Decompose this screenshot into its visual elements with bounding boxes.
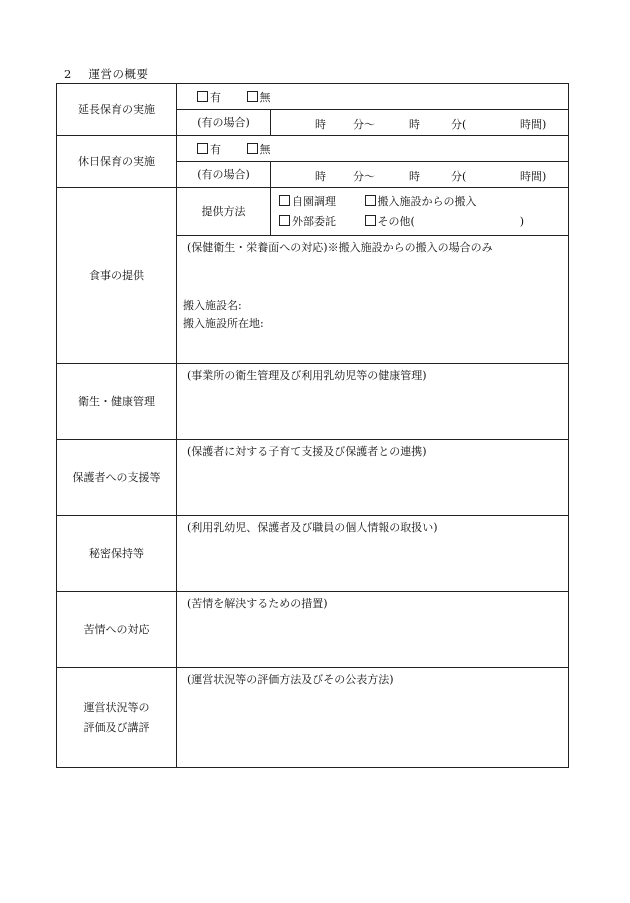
checkbox-icon[interactable]: [365, 195, 376, 206]
complaints-label: 苦情への対応: [57, 592, 177, 668]
complaints-note: (苦情を解決するための措置): [187, 597, 328, 610]
checkbox-icon[interactable]: [279, 215, 290, 226]
extended-care-label: 延長保育の実施: [57, 84, 177, 136]
meals-method-label: 提供方法: [177, 188, 271, 236]
extended-care-time-field[interactable]: 時 分〜 時 分( 時間): [271, 110, 569, 136]
guardian-support-note: (保護者に対する子育て支援及び保護者との連携): [187, 445, 427, 458]
hygiene-label: 衛生・健康管理: [57, 364, 177, 440]
checkbox-icon[interactable]: [247, 91, 258, 102]
meals-note-field[interactable]: [177, 236, 569, 364]
checkbox-icon[interactable]: [247, 143, 258, 154]
evaluation-label-line1: 運営状況等の: [83, 700, 150, 714]
checkbox-icon[interactable]: [279, 195, 290, 206]
meals-label: 食事の提供: [57, 188, 177, 364]
complaints-field[interactable]: [177, 592, 569, 668]
checkbox-icon[interactable]: [365, 215, 376, 226]
meals-other-close: ): [519, 214, 525, 228]
holiday-care-label: 休日保育の実施: [57, 136, 177, 188]
hygiene-note: (事業所の衛生管理及び利用乳幼児等の健康管理): [187, 369, 427, 382]
hygiene-field[interactable]: [177, 364, 569, 440]
holiday-care-yes-option[interactable]: 有: [197, 141, 221, 157]
confidentiality-note: (利用乳幼児、保護者及び職員の個人情報の取扱い): [187, 521, 438, 534]
checkbox-icon[interactable]: [197, 91, 208, 102]
confidentiality-label: 秘密保持等: [57, 516, 177, 592]
evaluation-note: (運営状況等の評価方法及びその公表方法): [187, 673, 394, 686]
holiday-care-time-field[interactable]: 時 分〜 時 分( 時間): [271, 162, 569, 188]
holiday-care-if-yes: (有の場合): [177, 162, 271, 188]
extended-care-if-yes: (有の場合): [177, 110, 271, 136]
meals-option-outsourced[interactable]: 外部委託: [279, 212, 361, 232]
evaluation-field[interactable]: [177, 668, 569, 768]
extended-care-yes-option[interactable]: 有: [197, 89, 221, 105]
extended-care-no-option[interactable]: 無: [247, 89, 271, 105]
guardian-support-label: 保護者への支援等: [57, 440, 177, 516]
section-heading: [64, 66, 148, 82]
meals-option-other[interactable]: その他(: [365, 212, 415, 232]
evaluation-label-line2: 評価及び講評: [83, 720, 150, 734]
meals-method-options: [271, 188, 569, 236]
holiday-care-no-option[interactable]: 無: [247, 141, 271, 157]
meals-facility-address: 搬入施設所在地:: [183, 317, 264, 330]
holiday-care-options: [177, 136, 569, 162]
confidentiality-field[interactable]: [177, 516, 569, 592]
checkbox-icon[interactable]: [197, 143, 208, 154]
extended-care-options: [177, 84, 569, 110]
section-title: 運営の概要: [88, 67, 149, 81]
guardian-support-field[interactable]: [177, 440, 569, 516]
operations-overview-table: [56, 83, 569, 768]
meals-option-inhouse[interactable]: 自園調理: [279, 192, 361, 212]
evaluation-label: [57, 668, 177, 768]
meals-note: (保健衛生・栄養面への対応)※搬入施設からの搬入の場合のみ: [187, 241, 493, 254]
meals-facility-name: 搬入施設名:: [183, 299, 242, 312]
section-number: 2: [64, 67, 72, 81]
meals-option-delivery[interactable]: 搬入施設からの搬入: [365, 192, 477, 212]
